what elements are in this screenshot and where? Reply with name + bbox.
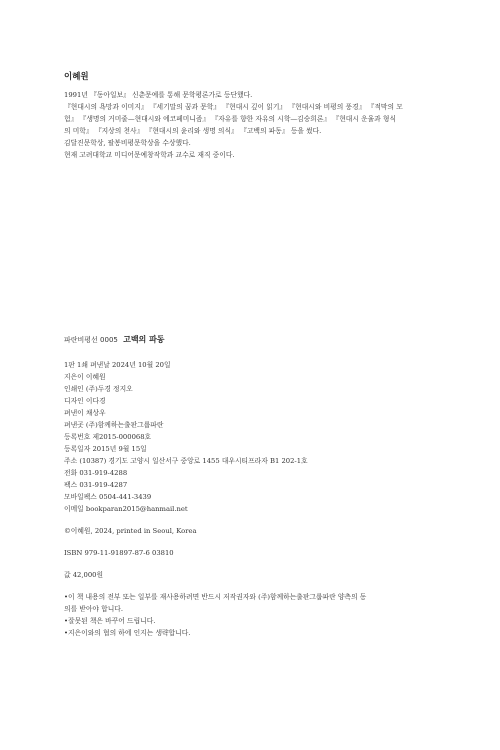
bio-line: 1991년 『동아일보』 신춘문예를 통해 문학평론가로 등단했다. — [64, 91, 253, 99]
author-name: 이혜원 — [64, 72, 89, 82]
credit-address — [64, 455, 444, 467]
series-name: 파란비평선 0005 — [64, 336, 118, 344]
price-line: 값 42,000원 — [64, 571, 104, 579]
credit-value: 제2015-000068호 — [92, 433, 152, 441]
copyright-line: ©이혜원, 2024, printed in Seoul, Korea — [64, 527, 197, 535]
credit-value: 이다경 — [85, 397, 106, 405]
edition-line: 1판 1쇄 펴낸날 2024년 10월 20일 — [64, 361, 171, 369]
credit-publisher — [64, 407, 444, 419]
credit-label: 팩스 — [64, 481, 78, 489]
bio-line: 『현대시의 욕망과 이미지』 『세기말의 꿈과 문학』 『현대시 깊이 읽기』 『현대시와 비평의 풍경』 『적막의 모 — [64, 103, 403, 111]
credit-registration-number — [64, 431, 444, 443]
credit-value: 채상우 — [85, 409, 106, 417]
bio-line: 현재 고려대학교 미디어문예창작학과 교수로 재직 중이다. — [64, 151, 235, 159]
credit-label: 디자인 — [64, 397, 84, 405]
bio-line: 험』 『생명의 거미줄—현대시와 에코페미니즘』 『자유를 향한 자유의 시학—김승희론』 『현대시 운율과 형식 — [64, 115, 397, 123]
credit-value: (10387) 경기도 고양시 일산서구 중앙로 1455 대우시티프라자 B1 202-1호 — [79, 457, 308, 465]
credit-value: bookparan2015@hanmail.net — [85, 505, 188, 513]
spacer — [64, 581, 444, 591]
author-block — [64, 70, 444, 161]
credit-mobile-fax — [64, 491, 444, 503]
credit-registration-date — [64, 443, 444, 455]
credit-label: 모바일팩스 — [64, 493, 97, 501]
credit-value: 031-919-4288 — [79, 469, 128, 477]
spacer — [64, 537, 444, 547]
credit-phone — [64, 467, 444, 479]
note-line: •지은이와의 협의 하에 인지는 생략합니다. — [64, 629, 191, 637]
credit-value: 이혜원 — [85, 373, 106, 381]
spacer — [64, 515, 444, 525]
series-title-line — [64, 334, 444, 345]
credit-email — [64, 503, 444, 515]
credit-value: 2015년 9월 15일 — [92, 445, 147, 453]
colophon — [64, 334, 444, 639]
bio-line: 의 미학』 『지상의 천사』 『현대시의 윤리와 생명 의식』 『고백의 파동』 등을 썼다. — [64, 127, 322, 135]
credit-value: 031-919-4287 — [79, 481, 128, 489]
book-title: 고백의 파동 — [123, 335, 165, 344]
credit-publishing-house — [64, 419, 444, 431]
credit-label: 등록번호 — [64, 433, 91, 441]
isbn-line: ISBN 979-11-91897-87-6 03810 — [64, 549, 174, 557]
credit-label: 등록일자 — [64, 445, 91, 453]
credit-value: (주)두경 정지오 — [85, 385, 133, 393]
credit-label: 인쇄인 — [64, 385, 84, 393]
credit-label: 전화 — [64, 469, 78, 477]
credit-fax — [64, 479, 444, 491]
credit-value: (주)함께하는출판그룹파란 — [85, 421, 164, 429]
note-line: •잘못된 책은 바꾸어 드립니다. — [64, 617, 156, 625]
bio-line: 김달진문학상, 팔봉비평문학상을 수상했다. — [64, 139, 191, 147]
credit-label: 주소 — [64, 457, 78, 465]
credit-label: 이메일 — [64, 505, 84, 513]
note-line: 의를 받아야 합니다. — [64, 605, 124, 613]
credit-printer — [64, 383, 444, 395]
credit-label: 펴낸곳 — [64, 421, 84, 429]
spacer — [64, 559, 444, 569]
credit-label: 지은이 — [64, 373, 84, 381]
note-line: •이 책 내용의 전부 또는 일부를 재사용하려면 반드시 저작권자와 (주)함께하는출판그룹파란 양측의 동 — [64, 593, 367, 601]
credit-designer — [64, 395, 444, 407]
credit-value: 0504-441-3439 — [99, 493, 152, 501]
credit-label: 펴낸이 — [64, 409, 84, 417]
credit-author — [64, 371, 444, 383]
